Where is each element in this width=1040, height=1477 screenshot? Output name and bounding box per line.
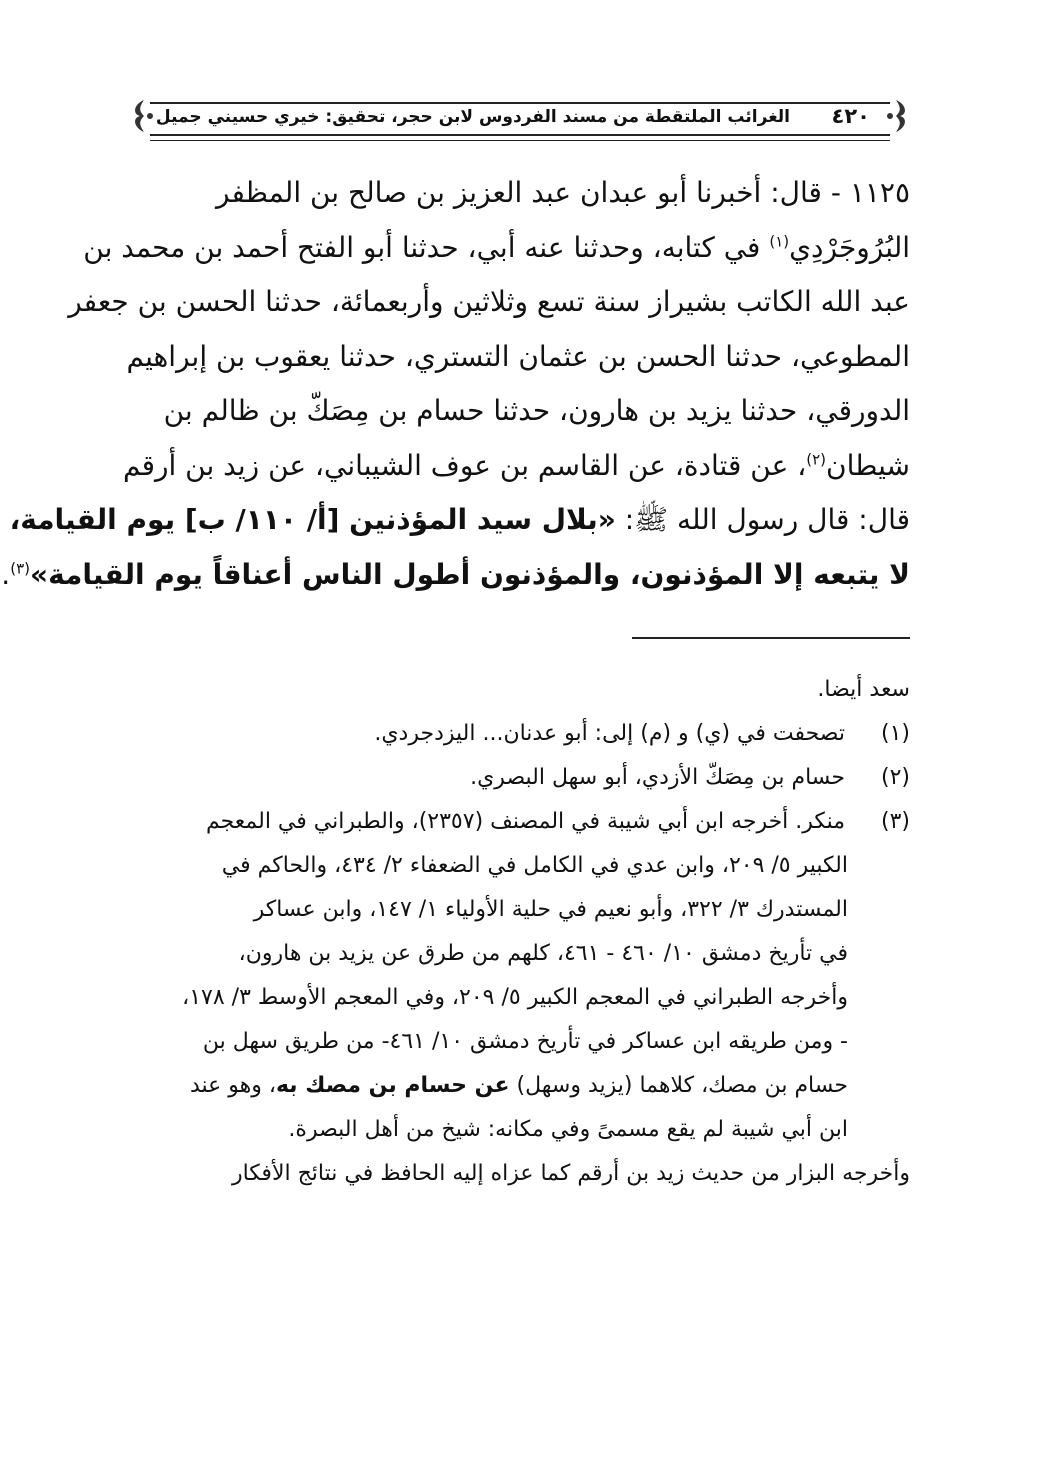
- page-header: [130, 96, 910, 140]
- footnote-line: في تأريخ دمشق ١٠/ ٤٦٠ - ٤٦١، كلهم من طرق عن يزيد بن هارون،: [238, 941, 848, 966]
- narrator-name: شيطان: [826, 448, 910, 482]
- narrator-name: البُرُوجَرْدِي: [789, 230, 910, 264]
- footnotes: [132, 668, 910, 1196]
- text-line: لا يتبعه إلا المؤذنون، والمؤذنون أطول الناس أعناقاً يوم القيامة»$^{(٣)}$.: [1, 557, 910, 591]
- footnote-ref[interactable]: (٣): [10, 559, 30, 578]
- footnote-continuation: سعد أيضا.: [817, 677, 910, 702]
- footnote-ref[interactable]: (٢): [806, 450, 827, 469]
- text-line: شيطان$^{(٢)}$، عن قتادة، عن القاسم بن عوف الشيباني، عن زيد بن أرقم: [122, 448, 910, 482]
- footnote-ref[interactable]: (١): [769, 232, 790, 251]
- footnote-line: ابن أبي شيبة لم يقع مسمىً وفي مكانه: شيخ من أهل البصرة.: [288, 1117, 848, 1142]
- hadith-text: [1, 166, 910, 602]
- page-number: ٤٢٠: [831, 104, 870, 128]
- footnote-number: (٢): [880, 765, 910, 790]
- ornament-left-icon: [130, 98, 158, 134]
- footnote-line: وأخرجه الطبراني في المعجم الكبير ٥/ ٢٠٩، وفي المعجم الأوسط ٣/ ١٧٨،: [182, 985, 848, 1010]
- footnote-line: - ومن طريقه ابن عساكر في تأريخ دمشق ١٠/ ٤٦١- من طريق سهل بن: [202, 1029, 848, 1054]
- text-line: قال: قال رسول الله ﷺ: «بلال سيد المؤذنين [أ/ ١١٠/ ب] يوم القيامة،: [9, 503, 910, 536]
- text-line: عبد الله الكاتب بشيراز سنة تسع وثلاثين وأربعمائة، حدثنا الحسن بن جعفر: [68, 285, 910, 318]
- hadith-quote: لا يتبعه إلا المؤذنون، والمؤذنون أطول الناس أعناقاً يوم القيامة»: [29, 557, 910, 591]
- footnote-line: حسام بن مصك، كلاهما (يزيد وسهل) عن حسام بن مصك به، وهو عند: [189, 1073, 848, 1098]
- footnote-divider: [632, 637, 910, 639]
- text-line: ١١٢٥ - قال: أخبرنا أبو عبدان عبد العزيز بن صالح بن المظفر: [216, 176, 910, 209]
- footnote-line: المستدرك ٣/ ٣٢٢، وأبو نعيم في حلية الأولياء ١/ ١٤٧، وابن عساكر: [253, 897, 848, 922]
- footnote: (٢) حسام بن مِصَكّ الأزدي، أبو سهل البصري.: [132, 756, 910, 800]
- hadith-quote: «بلال سيد المؤذنين [أ/ ١١٠/ ب] يوم القيامة،: [9, 503, 616, 536]
- footnote-line: وأخرجه البزار من حديث زيد بن أرقم كما عزاه إليه الحافظ في نتائج الأفكار: [231, 1161, 910, 1186]
- text-line: الدورقي، حدثنا يزيد بن هارون، حدثنا حسام بن مِصَكّ بن ظالم بن: [163, 394, 910, 427]
- footnote-number: (٣): [880, 809, 910, 834]
- footnote-line: الكبير ٥/ ٢٠٩، وابن عدي في الكامل في الضعفاء ٢/ ٤٣٤، والحاكم في: [221, 853, 848, 878]
- running-title: الغرائب الملتقطة من مسند الفردوس لابن حجر، تحقيق: خيري حسيني جميل: [155, 107, 790, 127]
- footnote-number: (١): [880, 721, 910, 746]
- text-line: المطوعي، حدثنا الحسن بن عثمان التستري، حدثنا يعقوب بن إبراهيم: [126, 339, 910, 373]
- footnote: (١) تصحفت في (ي) و (م) إلى: أبو عدنان... اليزدجردي.: [132, 712, 910, 756]
- text-line: البُرُوجَرْدِي$^{(١)}$ في كتابه، وحدثنا عنه أبي، حدثنا أبو الفتح أحمد بن محمد بن: [83, 230, 910, 264]
- footnote: (٣) منكر. أخرجه ابن أبي شيبة في المصنف (٢٣٥٧)، والطبراني في المعجم: [132, 800, 910, 844]
